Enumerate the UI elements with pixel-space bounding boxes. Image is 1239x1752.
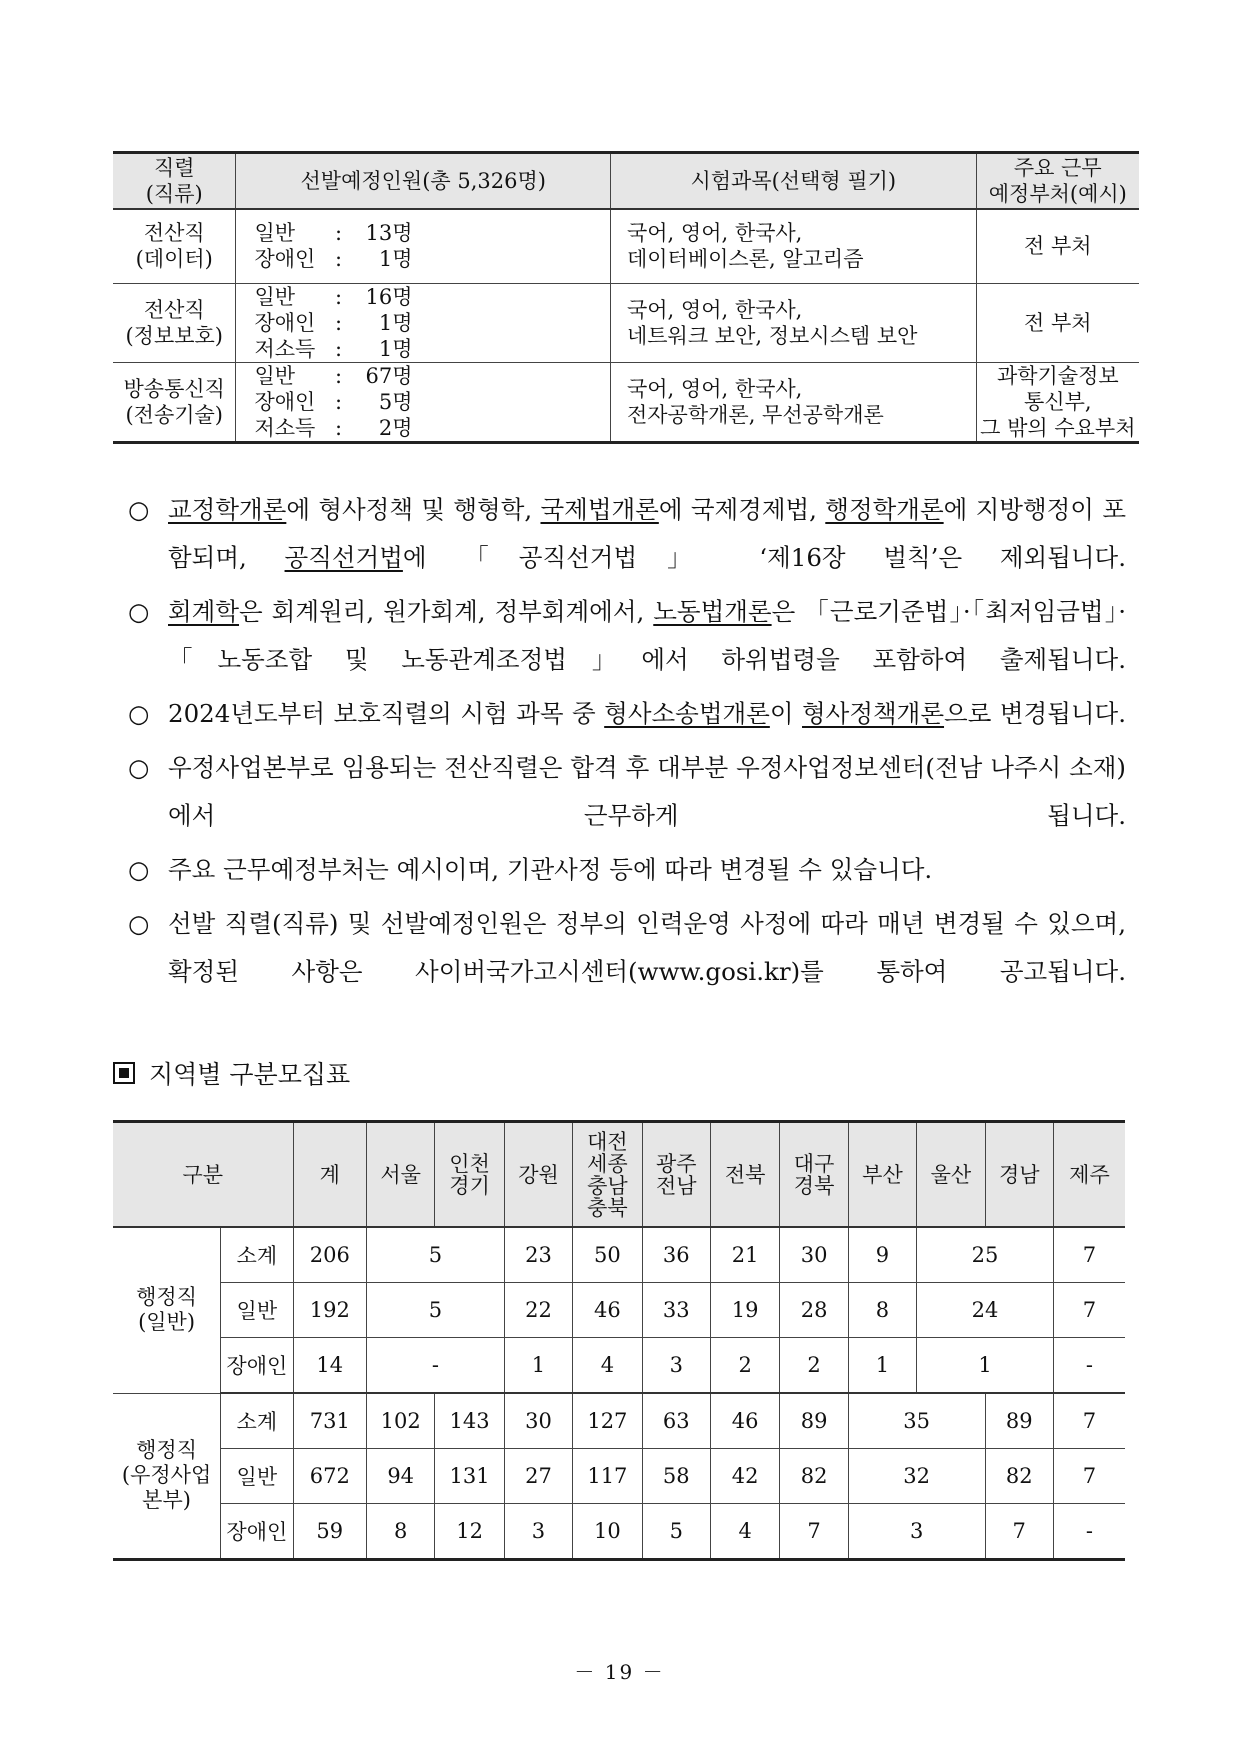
note-text: 에 형사정책 및 행형학,: [286, 495, 541, 524]
quota-count: 13명: [365, 221, 413, 246]
count-cell: 94: [366, 1449, 434, 1504]
count-cell: 206: [293, 1227, 366, 1283]
row-label: 소계: [221, 1227, 293, 1283]
region-column-header: [435, 1122, 504, 1228]
count-cell: 89: [985, 1393, 1053, 1449]
count-cell: 46: [710, 1393, 779, 1449]
region-column-header: [504, 1122, 572, 1228]
region-table-row: [113, 1283, 1125, 1338]
quota-label: 일반: [254, 363, 296, 388]
count-cell: 14: [293, 1338, 366, 1394]
subject-line: 데이터베이스론, 알고리즘: [626, 247, 864, 272]
series-name: (데이터): [135, 247, 213, 272]
count-cell: 50: [573, 1227, 642, 1283]
underlined-subject: 행정학개론: [825, 495, 944, 524]
header-quota: 선발예정인원(총 5,326명): [236, 153, 611, 210]
group-name: 행정직: [136, 1438, 197, 1463]
region-name: 충북: [587, 1195, 628, 1220]
count-cell: 5: [366, 1227, 504, 1283]
count-cell: 58: [642, 1449, 710, 1504]
count-cell: 672: [293, 1449, 366, 1504]
note-text: 이: [769, 699, 803, 728]
region-column-header: [985, 1122, 1053, 1228]
region-name: 울산: [930, 1162, 972, 1187]
count-cell: 3: [504, 1504, 572, 1560]
group-name: (우정사업: [121, 1463, 212, 1488]
underlined-subject: 국제법개론: [540, 495, 659, 524]
quota-line: [254, 220, 600, 246]
note-text: 주요 근무예정부처는 예시이며, 기관사정 등에 따라 변경될 수 있습니다.: [168, 855, 933, 884]
quota-colon: :: [334, 389, 343, 414]
count-cell: 117: [573, 1449, 642, 1504]
row-label: 일반: [221, 1283, 293, 1338]
region-name: 대구: [793, 1151, 835, 1176]
departments-cell: [976, 362, 1139, 442]
note-item: [128, 744, 1126, 840]
region-table-row: [113, 1449, 1125, 1504]
region-column-header: [366, 1122, 434, 1228]
region-name: 제주: [1069, 1162, 1110, 1187]
quota-line: [254, 363, 600, 389]
count-cell: 7: [1053, 1393, 1125, 1449]
quota-colon: :: [334, 415, 343, 440]
underlined-subject: 회계학: [168, 597, 240, 626]
section-heading: [113, 1055, 350, 1091]
header-departments: 주요 근무 예정부처(예시): [976, 153, 1139, 210]
quota-label: 일반: [254, 221, 296, 246]
count-cell: 7: [1053, 1283, 1125, 1338]
quota-line: [254, 336, 600, 362]
series-cell: [113, 362, 236, 442]
department-line: 그 밖의 수요부처: [980, 415, 1136, 440]
header-subjects: 시험과목(선택형 필기): [610, 153, 976, 210]
quota-count: 2명: [378, 415, 413, 440]
note-text: 에 지방행정이 포함되며,: [168, 495, 1126, 572]
quota-label: 저소득: [254, 336, 316, 361]
count-cell: 5: [366, 1283, 504, 1338]
region-table-row: [113, 1504, 1125, 1560]
series-cell: [113, 283, 236, 362]
subject-line: 국어, 영어, 한국사,: [626, 376, 803, 401]
circle-bullet-icon: ○: [128, 597, 150, 626]
count-cell: 22: [504, 1283, 572, 1338]
circle-bullet-icon: ○: [128, 909, 150, 938]
job-series-table: [113, 151, 1139, 444]
department-line: 통신부,: [1024, 389, 1092, 414]
regional-recruitment-table: [113, 1120, 1125, 1561]
series-name: 전산직: [143, 297, 205, 322]
quota-line: [254, 415, 600, 441]
count-cell: 2: [710, 1338, 779, 1394]
note-text: 우정사업본부로 임용되는 전산직렬은 합격 후 대부분 우정사업정보센터(전남 나주시 소재)에서 근무하게 됩니다.: [168, 753, 1126, 830]
series-name: (정보보호): [125, 323, 223, 348]
count-cell: 4: [710, 1504, 779, 1560]
region-table-row: [113, 1393, 1125, 1449]
region-name: 경북: [793, 1173, 835, 1198]
region-name: 강원: [518, 1162, 559, 1187]
quota-label: 장애인: [254, 310, 316, 335]
count-cell: -: [1053, 1338, 1125, 1394]
row-label: 장애인: [221, 1504, 293, 1560]
subject-line: 국어, 영어, 한국사,: [626, 221, 803, 246]
quota-cell: [236, 209, 611, 283]
quota-cell: [236, 283, 611, 362]
header-series: 직렬 (직류): [113, 153, 236, 210]
count-cell: 42: [710, 1449, 779, 1504]
count-cell: 2: [780, 1338, 848, 1394]
region-name: 인천: [449, 1151, 490, 1176]
count-cell: 36: [642, 1227, 710, 1283]
region-column-header: [1053, 1122, 1125, 1228]
quota-line: [254, 310, 600, 336]
quota-line: [254, 284, 600, 310]
circle-bullet-icon: ○: [128, 753, 150, 782]
region-name: 계: [319, 1162, 340, 1187]
note-item: [128, 900, 1126, 996]
circle-bullet-icon: ○: [128, 855, 150, 884]
quota-count: 5명: [378, 389, 413, 414]
note-text: 2024년도부터 보호직렬의 시험 과목 중: [168, 699, 605, 728]
count-cell: 8: [366, 1504, 434, 1560]
quota-label: 저소득: [254, 415, 316, 440]
count-cell: 102: [366, 1393, 434, 1449]
count-cell: 9: [848, 1227, 916, 1283]
note-text: 은 회계원리, 원가회계, 정부회계에서,: [239, 597, 654, 626]
region-column-header: [848, 1122, 916, 1228]
quota-colon: :: [334, 247, 343, 272]
quota-count: 67명: [365, 363, 413, 388]
count-cell: 19: [710, 1283, 779, 1338]
regional-table-header-row: [113, 1122, 1125, 1228]
region-name: 광주: [655, 1151, 697, 1176]
subject-line: 전자공학개론, 무선공학개론: [626, 402, 884, 427]
count-cell: 89: [780, 1393, 848, 1449]
note-text: 은 「근로기준법」·「최저임금법」·「노동조합 및 노동관계조정법」에서 하위법령을 포함하여 출제됩니다.: [168, 597, 1126, 674]
count-cell: 32: [848, 1449, 985, 1504]
group-name-cell: [113, 1393, 221, 1560]
circle-bullet-icon: ○: [128, 495, 150, 524]
quota-count: 1명: [378, 310, 413, 335]
series-name: 전산직: [143, 221, 205, 246]
subjects-cell: [610, 283, 976, 362]
series-name: 방송통신직: [123, 376, 225, 401]
section-title: 지역별 구분모집표: [149, 1060, 351, 1089]
subjects-cell: [610, 209, 976, 283]
count-cell: 192: [293, 1283, 366, 1338]
series-name: (전송기술): [125, 402, 223, 427]
quota-count: 1명: [378, 247, 413, 272]
note-item: [128, 846, 1126, 894]
note-text: 선발 직렬(직류) 및 선발예정인원은 정부의 인력운영 사정에 따라 매년 변경될 수 있으며, 확정된 사항은 사이버국가고시센터(www.gosi.kr)를 통하여 공고됩니다.: [168, 909, 1126, 986]
count-cell: 12: [435, 1504, 504, 1560]
count-cell: 46: [573, 1283, 642, 1338]
subject-line: 국어, 영어, 한국사,: [626, 297, 803, 322]
region-column-header: [642, 1122, 710, 1228]
job-table-body: [113, 209, 1139, 442]
job-table-header-row: [113, 153, 1139, 210]
region-column-header: [293, 1122, 366, 1228]
underlined-subject: 공직선거법: [284, 543, 403, 572]
quota-colon: :: [334, 363, 343, 388]
quota-colon: :: [334, 284, 343, 309]
count-cell: 1: [504, 1338, 572, 1394]
count-cell: 23: [504, 1227, 572, 1283]
job-table-row: [113, 209, 1139, 283]
count-cell: 3: [848, 1504, 985, 1560]
count-cell: 21: [710, 1227, 779, 1283]
region-name: 전북: [724, 1162, 766, 1187]
group-name: 본부): [142, 1488, 191, 1513]
region-table-row: [113, 1338, 1125, 1394]
row-label: 일반: [221, 1449, 293, 1504]
count-cell: 27: [504, 1449, 572, 1504]
quota-line: [254, 246, 600, 272]
note-text: 에 「공직선거법」 ‘제16장 벌칙’은 제외됩니다.: [402, 543, 1126, 572]
count-cell: 33: [642, 1283, 710, 1338]
count-cell: 30: [504, 1393, 572, 1449]
count-cell: 5: [642, 1504, 710, 1560]
count-cell: 143: [435, 1393, 504, 1449]
series-cell: [113, 209, 236, 283]
subject-line: 네트워크 보안, 정보시스템 보안: [626, 323, 918, 348]
circle-bullet-icon: ○: [128, 699, 150, 728]
page-number: － 19 －: [574, 1660, 665, 1684]
count-cell: 28: [780, 1283, 848, 1338]
filled-square-icon: [113, 1062, 135, 1084]
region-table-row: [113, 1227, 1125, 1283]
group-name: 행정직: [136, 1285, 197, 1310]
count-cell: 127: [573, 1393, 642, 1449]
department-line: 과학기술정보: [996, 363, 1119, 388]
job-table-row: [113, 362, 1139, 442]
region-column-header: [573, 1122, 642, 1228]
row-label: 소계: [221, 1393, 293, 1449]
count-cell: 82: [985, 1449, 1053, 1504]
regional-table-body: [113, 1227, 1125, 1560]
count-cell: 1: [917, 1338, 1054, 1394]
departments-cell: [976, 209, 1139, 283]
quota-label: 장애인: [254, 389, 316, 414]
count-cell: 7: [1053, 1227, 1125, 1283]
quota-line: [254, 389, 600, 415]
count-cell: -: [366, 1338, 504, 1394]
count-cell: 82: [780, 1449, 848, 1504]
region-name: 전남: [655, 1173, 697, 1198]
count-cell: 35: [848, 1393, 985, 1449]
count-cell: 1: [848, 1338, 916, 1394]
count-cell: 7: [985, 1504, 1053, 1560]
count-cell: 25: [917, 1227, 1054, 1283]
region-column-header: [780, 1122, 848, 1228]
count-cell: 731: [293, 1393, 366, 1449]
group-name-cell: [113, 1227, 221, 1393]
count-cell: 3: [642, 1338, 710, 1394]
count-cell: 30: [780, 1227, 848, 1283]
underlined-subject: 교정학개론: [168, 495, 287, 524]
quota-label: 장애인: [254, 247, 316, 272]
count-cell: 24: [917, 1283, 1054, 1338]
header-category: 구분: [113, 1122, 293, 1228]
quota-cell: [236, 362, 611, 442]
region-name: 세종: [587, 1151, 628, 1176]
region-name: 서울: [380, 1162, 421, 1187]
departments-cell: [976, 283, 1139, 362]
region-name: 대전: [587, 1129, 628, 1154]
region-name: 충남: [587, 1173, 628, 1198]
count-cell: 131: [435, 1449, 504, 1504]
note-item: [128, 690, 1126, 738]
note-text: 에 국제경제법,: [658, 495, 826, 524]
subjects-cell: [610, 362, 976, 442]
quota-count: 16명: [365, 284, 413, 309]
region-name: 경기: [449, 1173, 490, 1198]
region-name: 경남: [998, 1162, 1040, 1187]
count-cell: -: [1053, 1504, 1125, 1560]
department-line: 전 부처: [1024, 310, 1092, 335]
region-column-header: [710, 1122, 779, 1228]
quota-count: 1명: [378, 336, 413, 361]
underlined-subject: 형사정책개론: [802, 699, 945, 728]
quota-colon: :: [334, 310, 343, 335]
row-label: 장애인: [221, 1338, 293, 1394]
region-name: 부산: [862, 1162, 903, 1187]
department-line: 전 부처: [1024, 234, 1092, 259]
count-cell: 63: [642, 1393, 710, 1449]
job-table-row: [113, 283, 1139, 362]
count-cell: 8: [848, 1283, 916, 1338]
count-cell: 59: [293, 1504, 366, 1560]
count-cell: 10: [573, 1504, 642, 1560]
quota-label: 일반: [254, 284, 296, 309]
note-item: [128, 588, 1126, 684]
quota-colon: :: [334, 221, 343, 246]
note-text: 으로 변경됩니다.: [944, 699, 1126, 728]
underlined-subject: 형사소송법개론: [604, 699, 770, 728]
region-column-header: [917, 1122, 985, 1228]
count-cell: 7: [780, 1504, 848, 1560]
quota-colon: :: [334, 336, 343, 361]
group-name: (일반): [138, 1310, 196, 1335]
underlined-subject: 노동법개론: [653, 597, 772, 626]
count-cell: 4: [573, 1338, 642, 1394]
notes-list: [128, 486, 1126, 1002]
note-item: [128, 486, 1126, 582]
count-cell: 7: [1053, 1449, 1125, 1504]
